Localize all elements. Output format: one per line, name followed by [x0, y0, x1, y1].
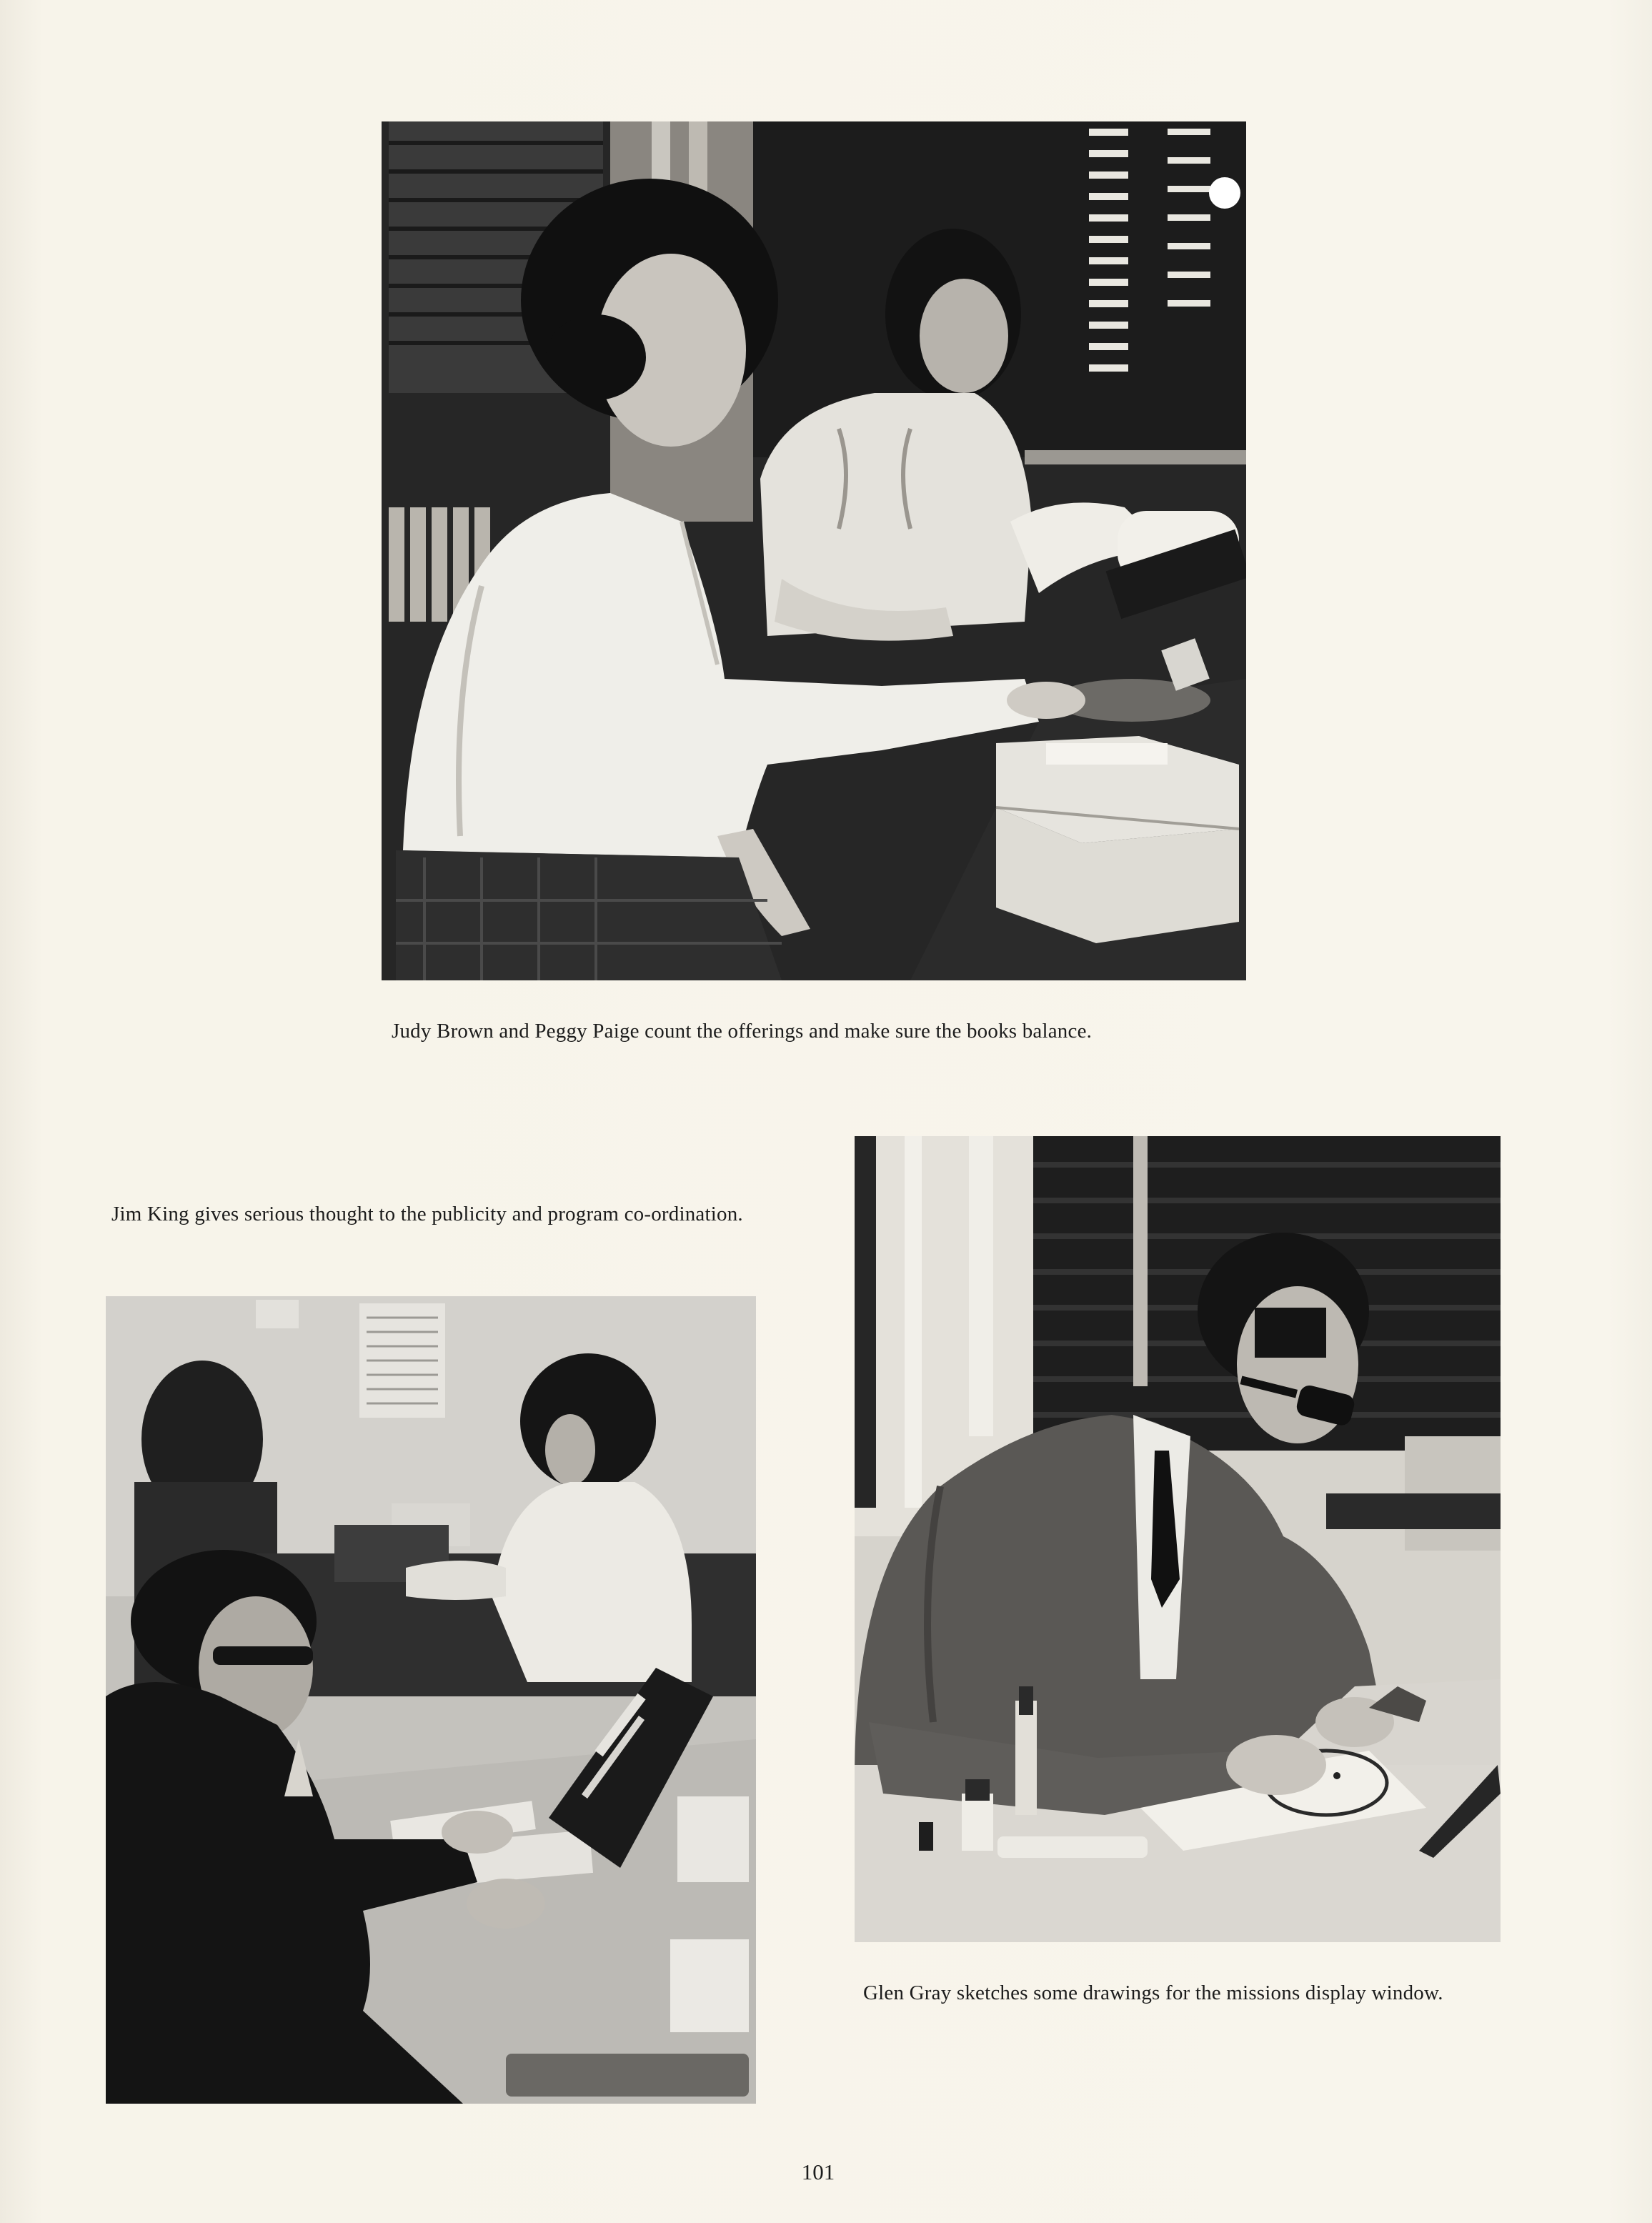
bottom-right-photo: [855, 1136, 1501, 1942]
top-photo-caption: Judy Brown and Peggy Paige count the offerings and make sure the books balance.: [392, 1020, 1093, 1043]
bottom-left-photo-caption: Jim King gives serious thought to the publicity and program co-ordination.: [111, 1203, 743, 1225]
photo-man-sketching-drawings-icon: [855, 1136, 1501, 1942]
top-photo: [382, 121, 1246, 980]
page-number: 101: [801, 2159, 835, 2184]
bottom-left-photo: [106, 1296, 756, 2104]
photo-man-with-glasses-at-desk-icon: [106, 1296, 756, 2104]
bottom-right-photo-caption: Glen Gray sketches some drawings for the missions display window.: [863, 1981, 1443, 2004]
photo-women-counting-offerings-icon: [382, 121, 1246, 980]
